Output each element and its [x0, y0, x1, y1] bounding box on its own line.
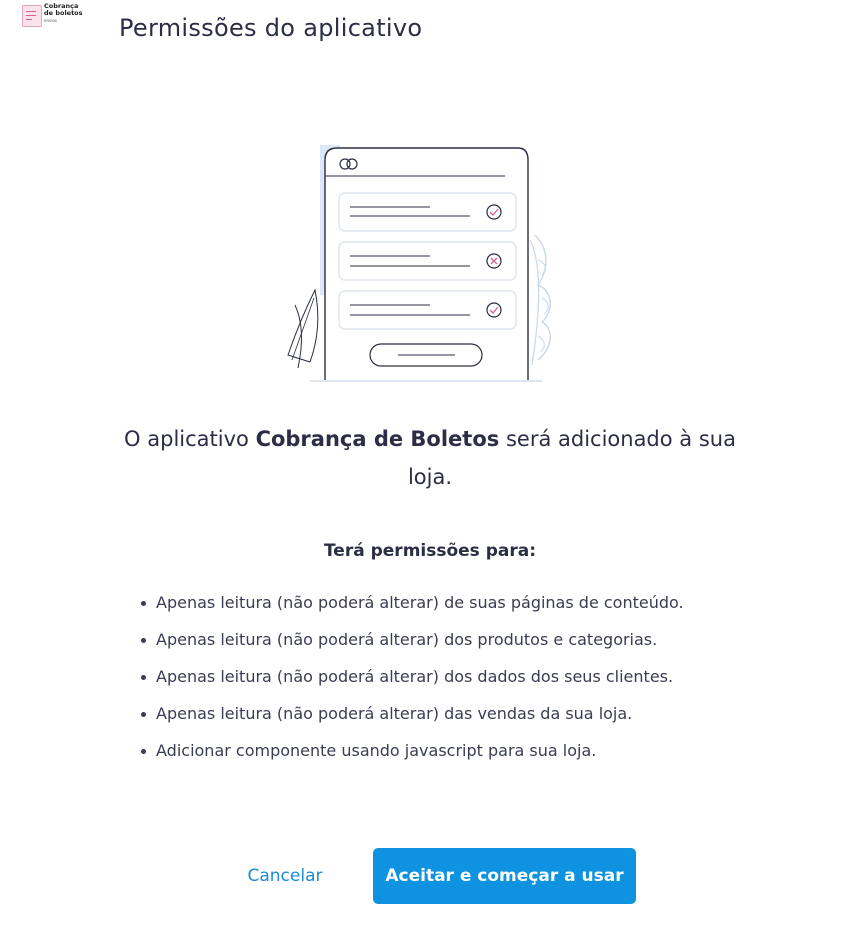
intro-suffix: será adicionado à sua loja. [407, 427, 736, 489]
intro-text [100, 420, 760, 496]
permission-item: Apenas leitura (não poderá alterar) das vendas da sua loja. [137, 701, 777, 726]
cancel-button[interactable]: Cancelar [230, 848, 340, 904]
app-logo-name-line2: de boletos [44, 9, 83, 17]
permissions-checklist-illustration [280, 140, 580, 390]
app-logo-icon [22, 5, 42, 27]
accept-button[interactable]: Aceitar e começar a usar [373, 848, 636, 904]
permission-item: Apenas leitura (não poderá alterar) dos produtos e categorias. [137, 627, 777, 652]
permission-item: Adicionar componente usando javascript para sua loja. [137, 738, 777, 763]
permission-item: Apenas leitura (não poderá alterar) de suas páginas de conteúdo. [137, 590, 777, 615]
permissions-heading: Terá permissões para: [323, 541, 537, 561]
intro-prefix: O aplicativo [124, 427, 256, 451]
app-logo-sub: envios [44, 18, 58, 23]
intro-app-name: Cobrança de Boletos [255, 427, 500, 451]
page-title: Permissões do aplicativo [119, 14, 423, 42]
app-logo [20, 3, 84, 29]
permission-item: Apenas leitura (não poderá alterar) dos dados dos seus clientes. [137, 664, 777, 689]
permissions-list [137, 590, 777, 775]
app-logo-name-line1: Cobrança [44, 2, 79, 10]
